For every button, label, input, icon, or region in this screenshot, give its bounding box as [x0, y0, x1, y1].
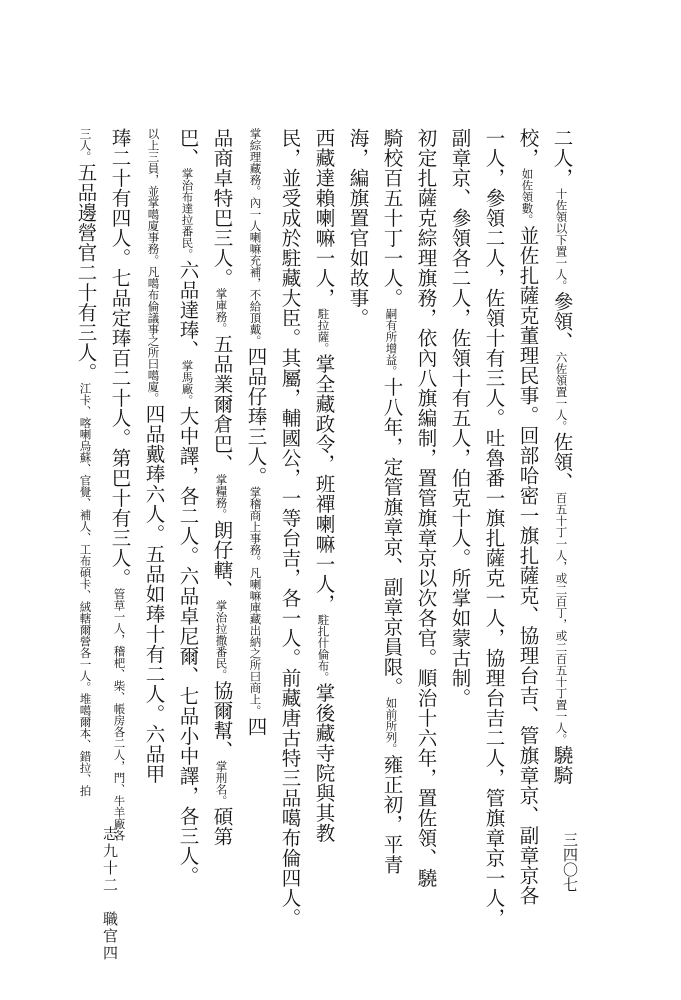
annotation-text: 如前所列。 [384, 697, 399, 755]
page-number: 三四〇七 [561, 832, 579, 892]
text-column [212, 128, 232, 847]
running-head: 志九十二 職官四 [101, 826, 119, 962]
main-text: 朗仔轄、 [210, 520, 234, 600]
text-column [280, 128, 300, 928]
main-text: 西藏達賴喇嘛一人， [312, 128, 336, 308]
annotation-text: 如佐領數。 [520, 168, 535, 226]
text-column [552, 128, 572, 785]
annotation-text: 掌稽商上事務。凡喇嘛庫藏出納之所曰商上。 [248, 486, 263, 717]
text-column [416, 128, 436, 888]
main-text: 校， [516, 128, 540, 168]
text-column [76, 128, 96, 797]
main-text: 四品仔琫三人。 [244, 346, 268, 487]
annotation-text: 以上三員，並掌噶廈事務。凡噶布倫議事之所曰噶廈。 [146, 128, 161, 404]
text-column [348, 128, 368, 328]
annotation-text: 掌治拉撒番民。 [214, 600, 229, 681]
main-text: 四 [244, 716, 268, 737]
annotation-text: 江卡、喀喇烏蘇、官覺、補人、工布碩卡、絨轄爾營各一人。堆噶爾本、錯拉、拍 [78, 382, 93, 797]
text-column [382, 128, 402, 875]
text-column [484, 128, 504, 928]
annotation-text: 三人。 [78, 128, 93, 163]
main-text: 大中譯，各二人。六品卓尼爾、七品小中譯，各三人。 [176, 406, 200, 886]
annotation-text: 駐扎什倫布。 [316, 614, 331, 683]
main-text: 掌全藏政令，班禪喇嘛一人， [312, 354, 336, 614]
annotation-text: 十佐領以下置一人。 [554, 188, 569, 292]
text-column [110, 128, 130, 841]
text-column [178, 128, 198, 886]
main-text: 海，編旗置官如故事。 [346, 128, 370, 328]
main-text: 二人， [550, 128, 574, 188]
main-text: 協爾幫、 [210, 680, 234, 761]
main-text: 副章京、參領各二人，佐領十有五人，伯克十人。所掌如蒙古制。 [448, 128, 472, 708]
main-text: 騎校百五十丁一人。 [380, 128, 404, 308]
annotation-text: 掌馬廠。 [180, 360, 195, 406]
main-text: 雍正初，平青 [380, 754, 404, 875]
main-text: 掌後藏寺院與其教 [312, 683, 336, 843]
main-text: 初定扎薩克綜理旗務，依內八旗編制，置管旗章京以次各官。順治十六年，置佐領、驍 [414, 128, 438, 888]
main-text: 六品達琫、 [176, 260, 200, 360]
main-text: 五品邊營官二十有三人。 [74, 162, 98, 383]
main-text: 碩第 [210, 806, 234, 847]
text-column [518, 128, 538, 906]
main-text: 品商卓特巴三人。 [210, 128, 234, 288]
main-text: 四品戴琫六人。五品如琫十有二人。六品甲 [142, 404, 166, 784]
main-text: 民，並受成於駐藏大臣。其屬，輔國公，一等台吉，各一人。前藏唐古特三品噶布倫四人。 [278, 128, 302, 928]
main-text: 驍騎 [550, 745, 574, 785]
annotation-text: 掌治布達拉番民。 [180, 168, 195, 260]
annotation-text: 駐拉薩。 [316, 308, 331, 354]
main-text: 十八年，定管旗章京、副章京員限。 [380, 377, 404, 697]
main-text: 一人，參領二人，佐領十有三人。吐魯番一旗扎薩克一人，協理台吉二人，管旗章京一人， [482, 128, 506, 928]
annotation-text: 六佐領置一人。 [554, 351, 569, 432]
annotation-text: 掌庫務。 [214, 288, 229, 334]
annotation-text: 掌糧務。 [214, 474, 229, 520]
main-text: 巴、 [176, 128, 200, 168]
annotation-text: 百五十丁一人，或二百丁，或二百五十丁置一人。 [554, 492, 569, 745]
main-text: 佐領、 [550, 432, 574, 492]
main-text: 琫二十有四人。七品定琫百二十人。第巴十有三人。 [108, 128, 132, 588]
main-text: 並佐扎薩克董理民事。回部哈密一旗扎薩克、協理台吉、管旗章京、副章京各 [516, 225, 540, 906]
text-column [314, 128, 334, 843]
annotation-text: 管草一人，稽杷、柴、帳房各二人，門、牛羊廠各 [112, 588, 127, 841]
text-column [144, 128, 164, 784]
main-text: 參領、 [550, 291, 574, 352]
annotation-text: 掌綜理藏務。內一人喇嘛充補，不給頂戴。 [248, 128, 263, 347]
annotation-text: 嗣有所增益。 [384, 308, 399, 377]
main-text: 五品業爾倉巴、 [210, 334, 234, 474]
text-column [246, 128, 266, 737]
text-column [450, 128, 470, 708]
annotation-text: 掌刑名。 [214, 760, 229, 807]
